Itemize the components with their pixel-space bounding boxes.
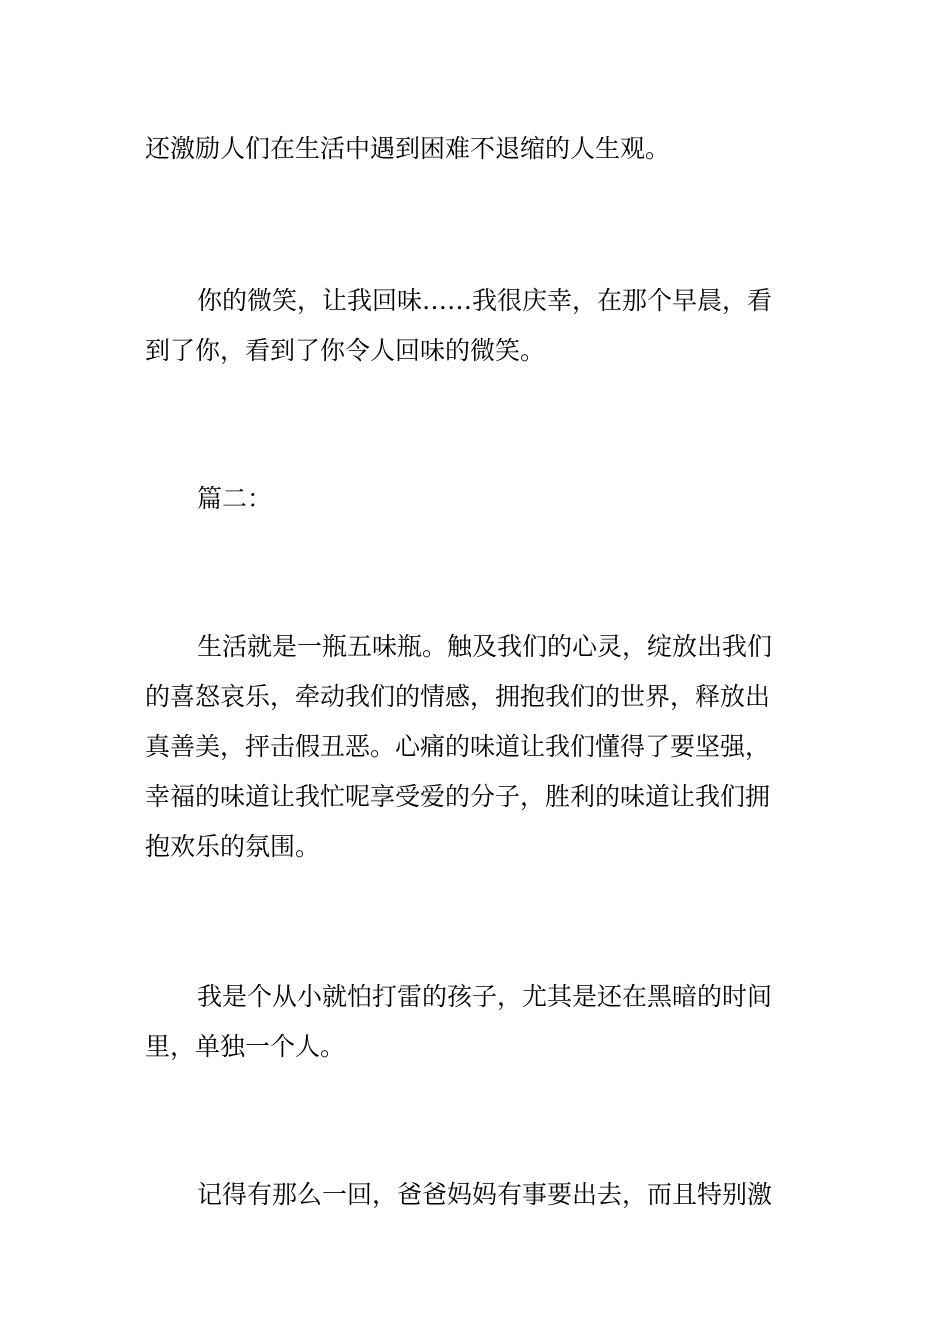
paragraph-4-line-2: 的喜怒哀乐，牵动我们的情感，拥抱我们的世界，释放出	[145, 682, 771, 711]
paragraph-1-line-1: 还激励人们在生活中遇到困难不退缩的人生观。	[145, 134, 671, 163]
paragraph-4-line-5: 抱欢乐的氛围。	[145, 832, 321, 861]
paragraph-4-line-1: 生活就是一瓶五味瓶。触及我们的心灵，绽放出我们	[197, 632, 773, 661]
section-heading: 篇二：	[197, 484, 273, 513]
paragraph-5-line-1: 我是个从小就怕打雷的孩子，尤其是还在黑暗的时间	[197, 982, 773, 1011]
paragraph-2-line-2: 到了你，看到了你令人回味的微笑。	[145, 336, 546, 365]
paragraph-5-line-2: 里，单独一个人。	[145, 1032, 346, 1061]
paragraph-6-line-1: 记得有那么一回，爸爸妈妈有事要出去，而且特别激	[197, 1180, 773, 1209]
paragraph-4-line-3: 真善美，抨击假丑恶。心痛的味道让我们懂得了要坚强，	[145, 732, 771, 761]
paragraph-2-line-1: 你的微笑，让我回味……我很庆幸，在那个早晨，看	[197, 286, 773, 315]
paragraph-4-line-4: 幸福的味道让我忙呢享受爱的分子，胜利的味道让我们拥	[145, 782, 771, 811]
